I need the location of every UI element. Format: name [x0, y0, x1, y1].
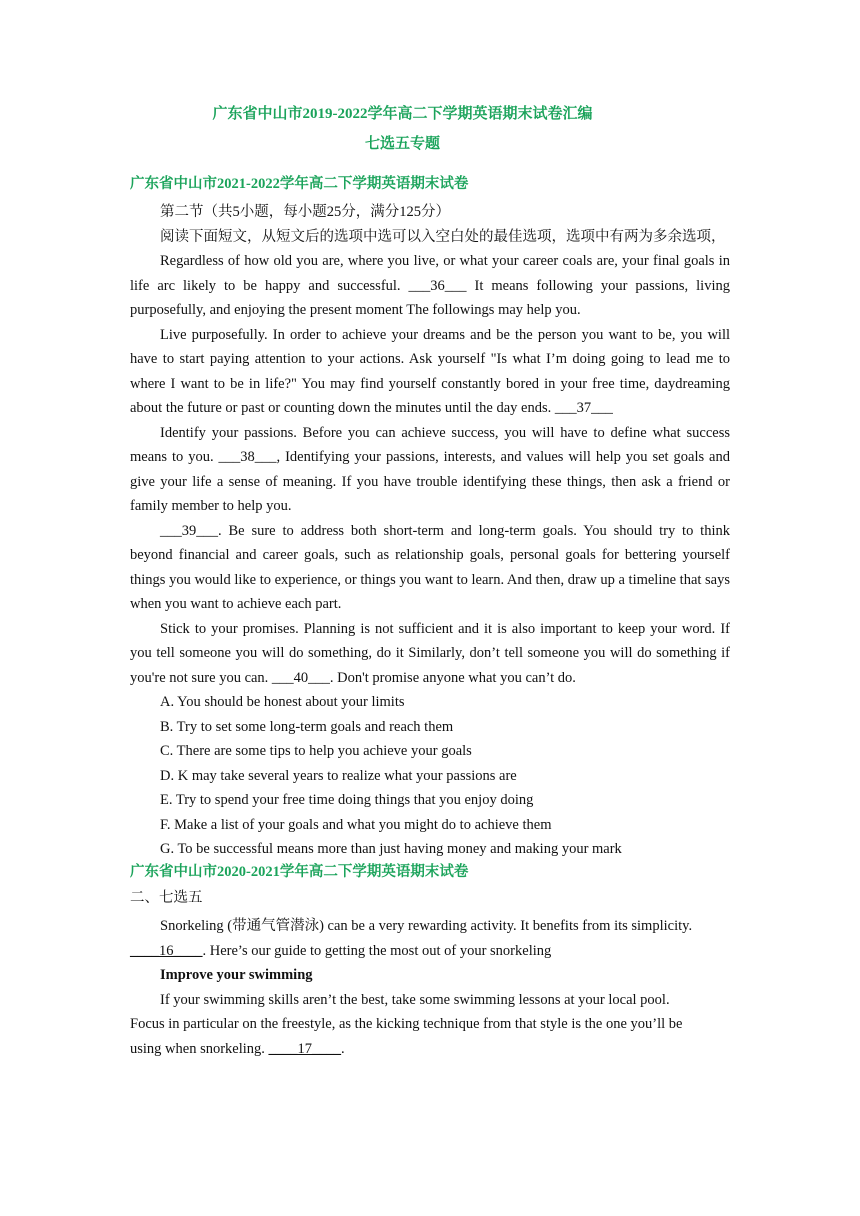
- section1-intro: 第二节（共5小题，每小题25分，满分125分）: [160, 204, 450, 220]
- option-c: C. There are some tips to help you achieve your goals: [160, 743, 472, 759]
- section1-heading: 广东省中山市2021-2022学年高二下学期英语期末试卷: [130, 176, 469, 192]
- section2-paragraph-2-line3-end: .: [341, 1040, 345, 1057]
- option-d: D. K may take several years to realize what your passions are: [160, 767, 517, 784]
- section2-paragraph-1-cont: [130, 939, 730, 964]
- option-g: G. To be successful means more than just having money and making your mark: [160, 841, 622, 857]
- passage-paragraph-1: Regardless of how old you are, where you live, or what your career coals are, your final goals in life arc likely to be happy and successful. ___36___ It means following your passions, living purposefully, and enjoying the present moment The followings may help you.: [130, 253, 730, 318]
- section2-paragraph-1: Snorkeling (带通气管潜泳) can be a very rewarding activity. It benefits from its simplicity.: [160, 918, 693, 934]
- option-e: E. Try to spend your free time doing things that you enjoy doing: [160, 792, 534, 808]
- passage-paragraph-2: Live purposefully. In order to achieve your dreams and be the person you want to be, you will have to start paying attention to your actions. Ask yourself "Is what I’m doing going to lead me to where I want to be in life?" You may find yourself constantly bored in your free time, daydreaming about the future or past or counting down the minutes until the day ends. ___37___: [130, 326, 730, 416]
- section2-paragraph-1-end: . Here’s our guide to getting the most out of your snorkeling: [202, 942, 552, 959]
- passage-paragraph-5: Stick to your promises. Planning is not sufficient and it is also important to keep your word. If you tell someone you will do something, do it Similarly, don’t tell someone you will do something if you're not sure you can. ___40___. Don't promise anyone what you can’t do.: [130, 620, 730, 686]
- section2-part-title: 二、七选五: [130, 889, 203, 906]
- document-subtitle: 七选五专题: [364, 136, 440, 152]
- document-body: [130, 174, 730, 1061]
- passage-paragraph-4: ___39___. Be sure to address both short-term and long-term goals. You should try to think beyond financial and career goals, such as relationship goals, personal goals for bettering yourself things you would like to experience, or things you want to learn. And then, draw up a timeline that says when you want to achieve each part.: [130, 522, 731, 612]
- blank-17: ____17____: [268, 1040, 342, 1057]
- section2-subheading: Improve your swimming: [160, 967, 313, 983]
- section2-paragraph-2-line2: Focus in particular on the freestyle, as the kicking technique from that style is the one you’ll be: [130, 1016, 683, 1032]
- section1-instructions: 阅读下面短文，从短文后的选项中选可以入空白处的最佳选项，选项中有两为多余选项，: [160, 228, 726, 245]
- passage-paragraph-3: Identify your passions. Before you can achieve success, you will have to define what success means to you. ___38___, Identifying your passions, interests, and values will help you set goals and give your life a sense of meaning. If you have trouble identifying these things, then ask a friend or family member to help you.: [130, 424, 730, 514]
- section2-heading: 广东省中山市2020-2021学年高二下学期英语期末试卷: [130, 863, 469, 880]
- blank-16: ____16____: [130, 942, 203, 959]
- option-a: A. You should be honest about your limits: [160, 694, 405, 710]
- option-b: B. Try to set some long-term goals and reach them: [160, 718, 454, 735]
- section2-paragraph-2-line1: If your swimming skills aren’t the best, take some swimming lessons at your local pool.: [160, 991, 670, 1008]
- option-f: F. Make a list of your goals and what you might do to achieve them: [160, 816, 552, 833]
- section2-paragraph-2-line3: [130, 1037, 730, 1062]
- section2-paragraph-2-line3-start: using when snorkeling.: [130, 1040, 269, 1057]
- document-title: 广东省中山市2019-2022学年高二下学期英语期末试卷汇编: [212, 106, 593, 122]
